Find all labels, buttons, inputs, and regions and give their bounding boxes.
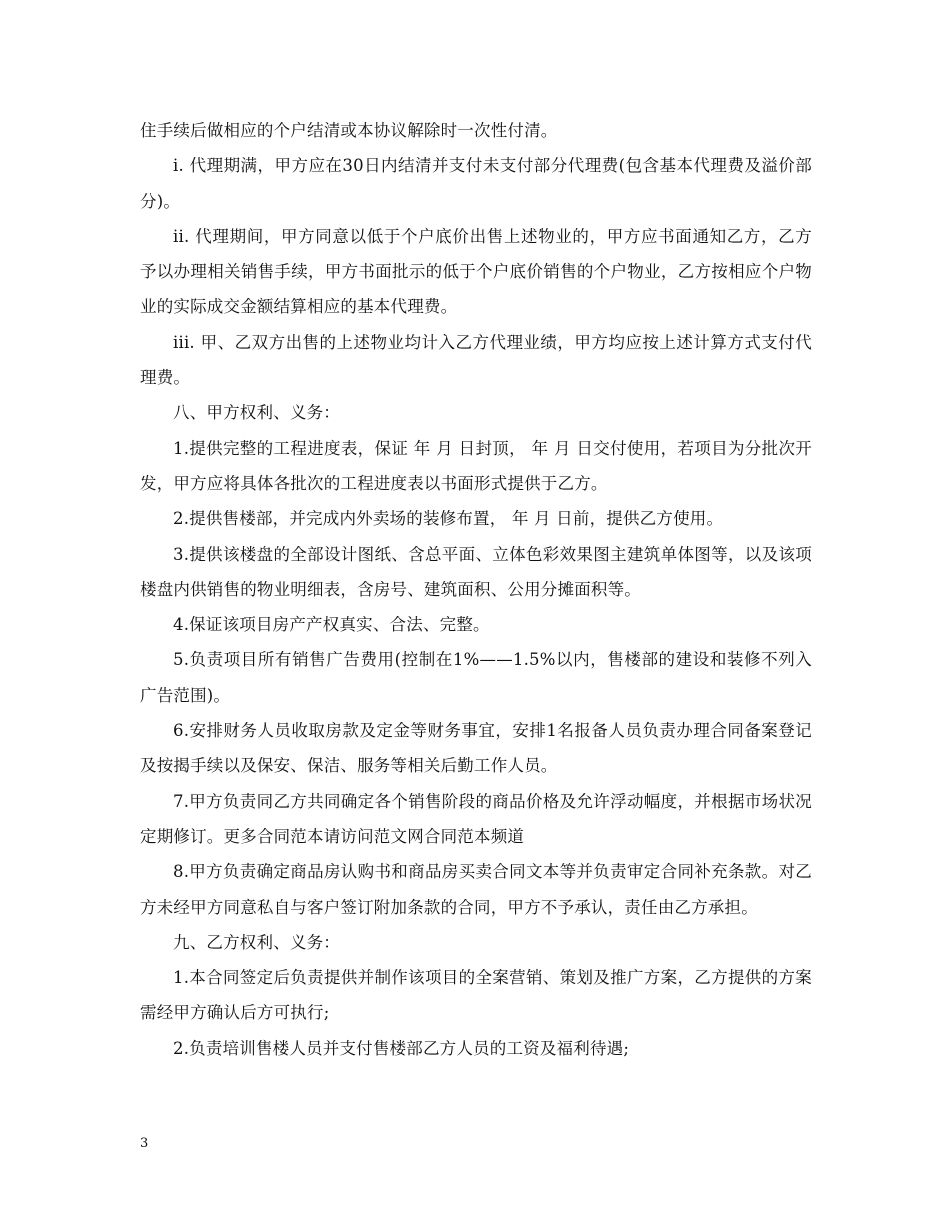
paragraph-10: 6.安排财务人员收取房款及定金等财务事宜，安排1名报备人员负责办理合同备案登记及按揭手续以及保安、保洁、服务等相关后勤工作人员。 (140, 721, 812, 776)
page-number: 3 (140, 1136, 149, 1151)
paragraph-7: 3.提供该楼盘的全部设计图纸、含总平面、立体色彩效果图主建筑单体图等，以及该项楼盘内供销售的物业明细表，含房号、建筑面积、公用分摊面积等。 (140, 544, 812, 599)
paragraph-9: 5.负责项目所有销售广告费用(控制在1%——1.5%以内，售楼部的建设和装修不列入广告范围)。 (140, 650, 812, 705)
section-heading-party-a: 八、甲方权利、义务： (173, 403, 340, 423)
document-body (140, 113, 812, 1066)
paragraph-8: 4.保证该项目房产产权真实、合法、完整。 (173, 615, 490, 635)
section-heading-party-b: 九、乙方权利、义务： (173, 932, 340, 952)
paragraph-11: 7.甲方负责同乙方共同确定各个销售阶段的商品价格及允许浮动幅度，并根据市场状况定期修订。更多合同范本请访问范文网合同范本频道 (140, 791, 812, 846)
paragraph-5: 1.提供完整的工程进度表，保证 年 月 日封顶， 年 月 日交付使用，若项目为分批次开发，甲方应将具体各批次的工程进度表以书面形式提供于乙方。 (140, 438, 812, 493)
paragraph-12: 8.甲方负责确定商品房认购书和商品房买卖合同文本等并负责审定合同补充条款。对乙方未经甲方同意私自与客户签订附加条款的合同，甲方不予承认，责任由乙方承担。 (140, 862, 812, 917)
paragraph-14: 1.本合同签定后负责提供并制作该项目的全案营销、策划及推广方案，乙方提供的方案需经甲方确认后方可执行; (140, 968, 812, 1023)
paragraph-1: i. 代理期满，甲方应在30日内结清并支付未支付部分代理费(包含基本代理费及溢价部分)。 (140, 156, 812, 211)
paragraph-6: 2.提供售楼部，并完成内外卖场的装修布置， 年 月 日前，提供乙方使用。 (173, 509, 724, 529)
paragraph-3: iii. 甲、乙双方出售的上述物业均计入乙方代理业绩，甲方均应按上述计算方式支付代理费。 (140, 332, 812, 388)
paragraph-15: 2.负责培训售楼人员并支付售楼部乙方人员的工资及福利待遇; (173, 1038, 630, 1058)
paragraph-0: 住手续后做相应的个户结清或本协议解除时一次性付清。 (140, 121, 558, 140)
paragraph-2: ii. 代理期间，甲方同意以低于个户底价出售上述物业的，甲方应书面通知乙方，乙方予以办理相关销售手续，甲方书面批示的低于个户底价销售的个户物业，乙方按相应个户物业的实际成交金额结算相应的基本代理费。 (140, 226, 812, 317)
